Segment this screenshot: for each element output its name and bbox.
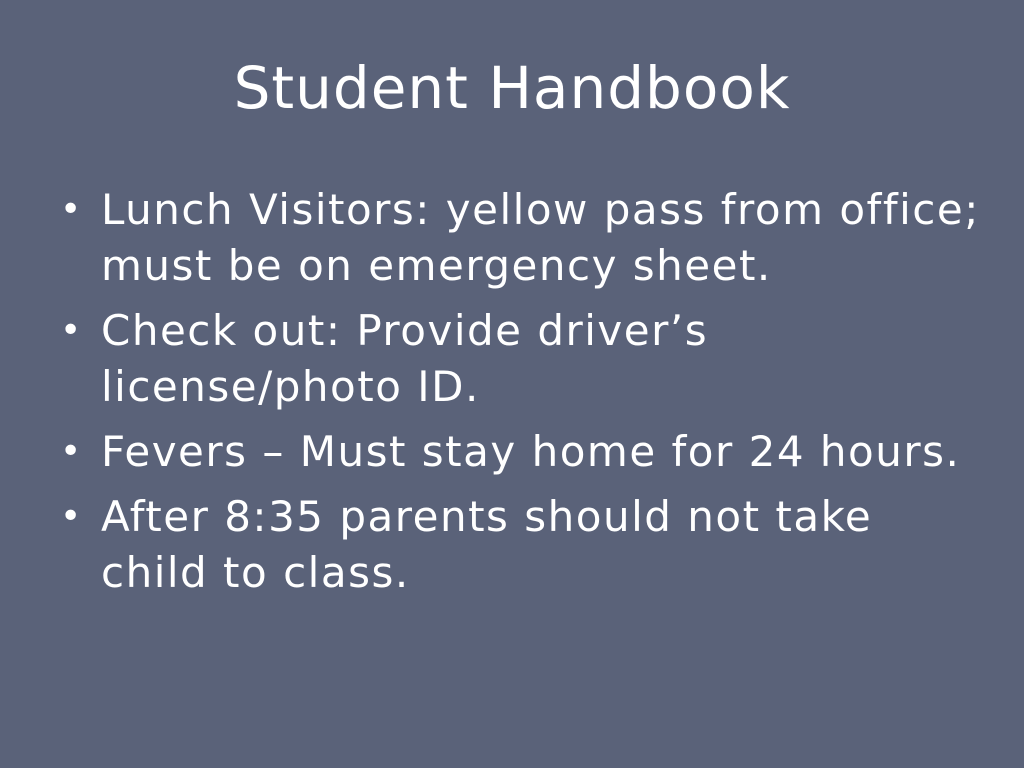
bullet-item <box>60 182 980 294</box>
bullet-item <box>60 303 980 415</box>
slide-title: Student Handbook <box>233 54 791 122</box>
bullet-icon: • <box>60 431 83 472</box>
bullet-item <box>60 489 980 601</box>
bullet-text: Lunch Visitors: yellow pass from office; must be on emergency sheet. <box>101 185 980 290</box>
bullet-list <box>60 182 980 610</box>
bullet-text: After 8:35 parents should not take child to class. <box>101 492 873 597</box>
bullet-item <box>60 424 980 480</box>
bullet-icon: • <box>60 310 83 351</box>
bullet-text: Check out: Provide driver’s license/photo ID. <box>101 306 709 411</box>
bullet-icon: • <box>60 189 83 230</box>
bullet-icon: • <box>60 496 83 537</box>
bullet-text: Fevers – Must stay home for 24 hours. <box>101 427 961 476</box>
